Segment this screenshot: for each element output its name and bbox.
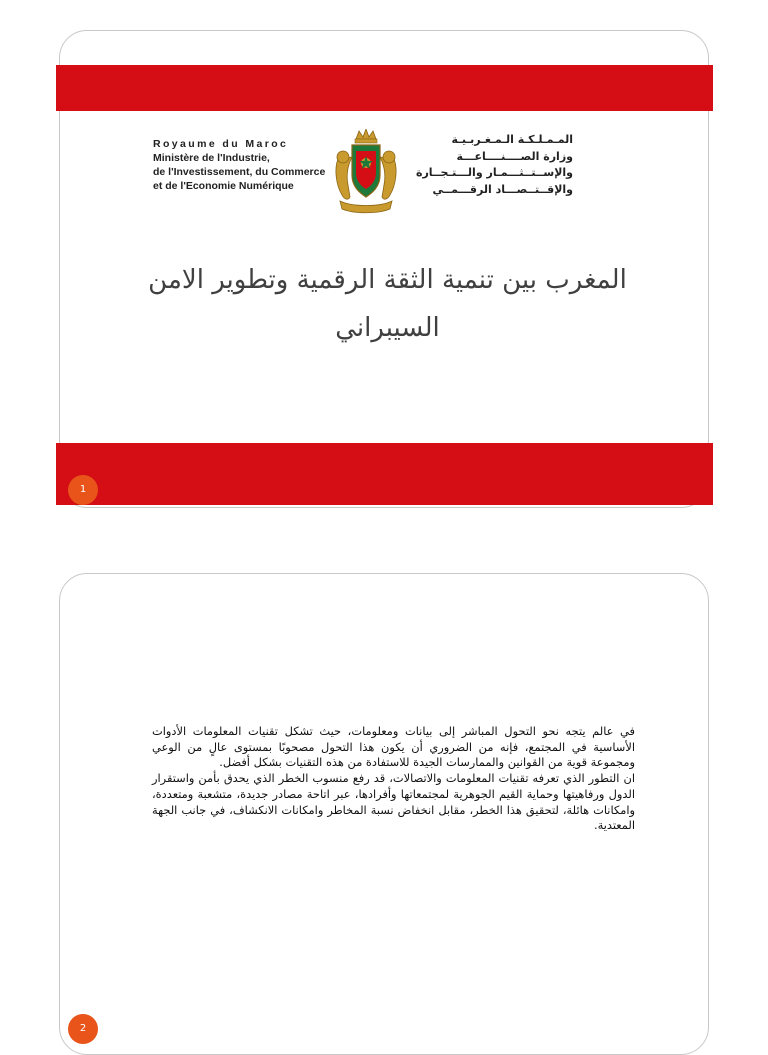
top-red-band: [56, 65, 713, 111]
slide-title: [100, 256, 675, 352]
title-line: السيبراني: [335, 313, 440, 343]
slide-body-text: [152, 724, 635, 834]
bottom-red-band: [56, 443, 713, 505]
header-ar-line: والإســتــثـــمـار والـــتـجــارة: [415, 166, 573, 179]
slide-1: [59, 30, 709, 508]
title-line: المغرب بين تنمية الثقة الرقمية وتطوير الامن: [148, 265, 627, 295]
body-paragraph: ان التطور الذي تعرفه تقنيات المعلومات والاتصالات، قد رفع منسوب الخطر الذي يحدق بأمن واستقرار الدول ورفاهيتها وحماية القيم الجوهرية لمجتمعاتها وأفرادها، عبر اتاحة مصادر جديدة، متشعبة ومتعددة، وامكانات هائلة، لتحقيق هذا الخطر، مقابل انخفاض نسبة المخاطر وامكانات الانكشاف، في جانب الجهة المعتدية.: [152, 771, 635, 833]
body-paragraph: في عالم يتجه نحو التحول المباشر إلى بيانات ومعلومات، حيث تشكل تقنيات المعلومات الأدوات الأساسية في المجتمع، فإنه من الضروري أن يكون هذا التحول مصحوبًا بمستوى عالٍ من الوعي ومجموعة قوية من القوانين والممارسات الجيدة للاستفادة من هذه التقنيات بشكل أفضل.: [152, 724, 635, 770]
slide-number-badge: 1: [68, 475, 98, 505]
header-fr-line: et de l'Economie Numérique: [153, 180, 294, 192]
ministry-header-french: [153, 137, 325, 193]
header-fr-line: Royaume du Maroc: [153, 138, 289, 150]
header-ar-line: والإقــتــصـــاد الرقـــمــي: [432, 182, 573, 196]
header-ar-line: وزارة الصــــنــــاعـــة: [456, 149, 573, 163]
header-fr-line: de l'Investissement, du Commerce: [153, 166, 326, 178]
slide-2: [59, 573, 709, 1055]
header-ar-line: المـمـلـكـة الـمـغـربـيـة: [451, 133, 573, 146]
header-fr-line: Ministère de l'Industrie,: [153, 152, 270, 164]
slide-number-badge: 2: [68, 1014, 98, 1044]
ministry-header-arabic: [405, 132, 573, 198]
royal-coat-of-arms-icon: [332, 129, 400, 215]
